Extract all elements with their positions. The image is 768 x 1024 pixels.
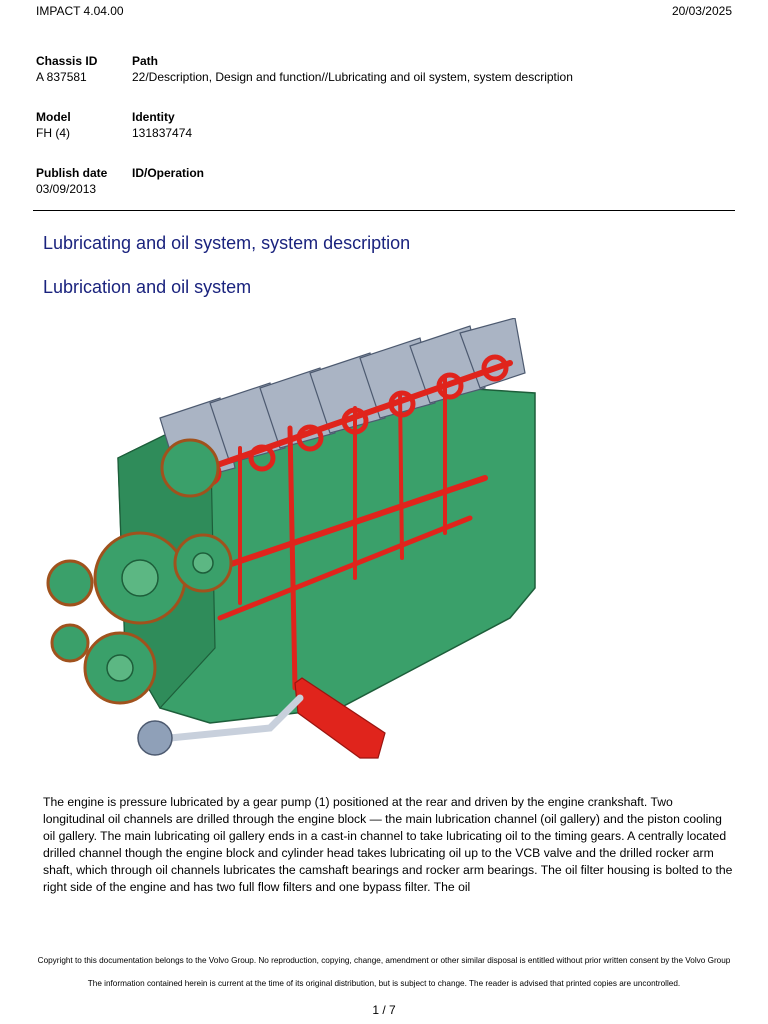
page-number: 1 / 7 xyxy=(372,1003,396,1017)
header-divider xyxy=(33,210,735,211)
path-block xyxy=(132,53,573,85)
section-title: Lubrication and oil system xyxy=(43,277,252,297)
chassis-id-value: A 837581 xyxy=(36,70,87,84)
identity-value: 131837474 xyxy=(132,126,193,140)
page-title: Lubricating and oil system, system description xyxy=(43,233,411,253)
gear-oil-pump xyxy=(138,721,172,755)
footer-copyright: Copyright to this documentation belongs to the Volvo Group. No reproduction, copying, change, amendment or other similar disposal is entitled without prior written consent by the Volvo Group xyxy=(37,956,731,965)
id-operation-block xyxy=(132,165,204,181)
app-version: IMPACT 4.04.00 xyxy=(36,4,124,18)
model-label: Model xyxy=(36,110,71,124)
publish-date-block xyxy=(36,165,107,197)
engine-lubrication-illustration xyxy=(40,318,540,778)
body-paragraph: The engine is pressure lubricated by a gear pump (1) positioned at the rear and driven by the engine crankshaft. Two longitudinal oil channels are drilled through the engine block — the main lubrication channel (oil gallery) and the piston cooling oil gallery. The main lubricating oil gallery ends in a cast-in channel to take lubricating oil to the timing gears. A centrally located drilled channel though the engine block and cylinder head takes lubricating oil up to the VCB valve and the drilled rocker arm shaft, which through oil channels lubricates the camshaft bearings and rocker arm bearings. The oil filter housing is bolted to the right side of the engine and has two full flow filters and one bypass filter. The oil xyxy=(43,795,733,894)
publish-date-value: 03/09/2013 xyxy=(36,182,97,196)
publish-date-label: Publish date xyxy=(36,166,108,180)
model-block xyxy=(36,109,71,141)
footer-notice: The information contained herein is current at the time of its original distribution, but is subject to change. The reader is advised that printed copies are uncontrolled. xyxy=(87,979,681,988)
path-label: Path xyxy=(132,54,159,68)
path-value: 22/Description, Design and function//Lubricating and oil system, system description xyxy=(132,70,573,84)
chassis-id-label: Chassis ID xyxy=(36,54,98,68)
id-operation-label: ID/Operation xyxy=(132,166,205,180)
chassis-id-block xyxy=(36,53,97,85)
identity-label: Identity xyxy=(132,110,175,124)
model-value: FH (4) xyxy=(36,126,70,140)
identity-block xyxy=(132,109,192,141)
print-date: 20/03/2025 xyxy=(671,4,732,18)
